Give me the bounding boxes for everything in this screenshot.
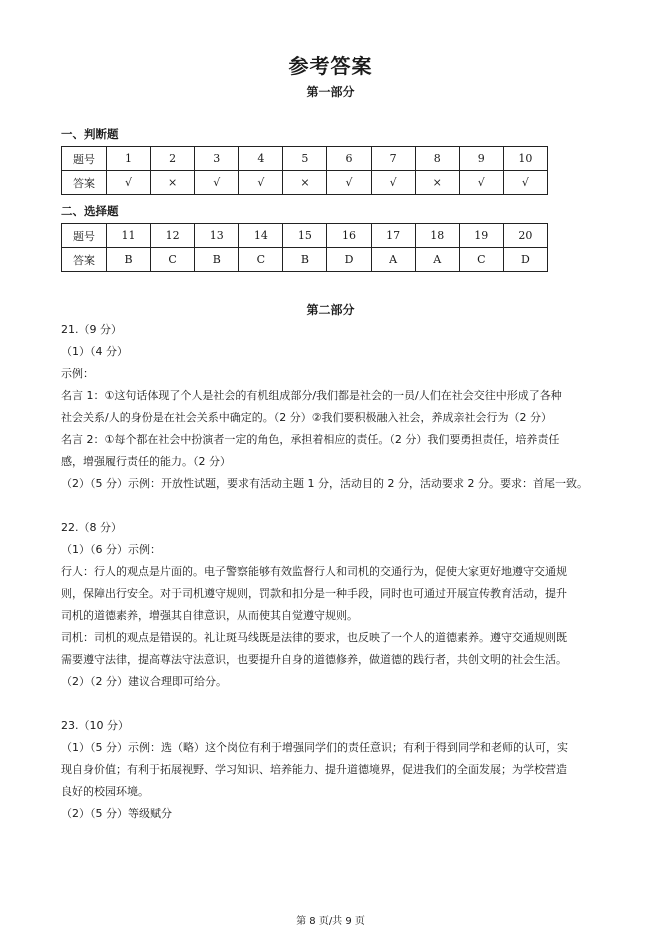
- q21-sub2: （2）（5 分）示例：开放性试题，要求有活动主题 1 分，活动目的 2 分，活动要求 2 分。要求：首尾一致。: [61, 477, 588, 490]
- table-cell: 8: [415, 147, 459, 171]
- table-cell: 12: [151, 224, 195, 248]
- table-cell: A: [371, 248, 415, 272]
- q21-example: 示例：: [61, 367, 94, 380]
- part2-heading: 第二部分: [306, 303, 355, 317]
- table-cell: A: [415, 248, 459, 272]
- table-row: [62, 147, 548, 171]
- table-cell: B: [283, 248, 327, 272]
- table-cell: ×: [415, 171, 459, 195]
- q22-pedestrian-line: 则，保障出行安全。对于司机遵守规则，罚款和扣分是一种手段，同时也可通过开展宣传教育活动，提升: [61, 587, 567, 600]
- table-cell: √: [371, 171, 415, 195]
- q21-quote2-line: 感，增强履行责任的能力。（2 分）: [61, 455, 231, 468]
- table-cell: 18: [415, 224, 459, 248]
- table-cell: C: [239, 248, 283, 272]
- table-cell: 10: [503, 147, 547, 171]
- section2-label: 二、选择题: [61, 204, 119, 218]
- q23-sub1-line: （1）（5 分）示例：选（略）这个岗位有利于增强同学们的责任意识；有利于得到同学和老师的认可，实: [61, 741, 568, 754]
- table-cell: √: [503, 171, 547, 195]
- q22-pedestrian-line: 行人：行人的观点是片面的。电子警察能够有效监督行人和司机的交通行为，促使大家更好地遵守交通规: [61, 565, 567, 578]
- table-cell: 9: [459, 147, 503, 171]
- table-cell: 11: [107, 224, 151, 248]
- table-cell: 7: [371, 147, 415, 171]
- q23-sub1-line: 良好的校园环境。: [61, 785, 149, 798]
- table-cell: 13: [195, 224, 239, 248]
- q23-sub1-line: 现自身价值；有利于拓展视野、学习知识、培养能力、提升道德境界，促进我们的全面发展；为学校营造: [61, 763, 567, 776]
- table-cell: √: [107, 171, 151, 195]
- table-cell: ×: [283, 171, 327, 195]
- table-cell: 3: [195, 147, 239, 171]
- table-cell: 1: [107, 147, 151, 171]
- q21-sub1: （1）（4 分）: [61, 345, 128, 358]
- table-cell: 14: [239, 224, 283, 248]
- q22-driver-line: 需要遵守法律，提高尊法守法意识，也要提升自身的道德修养，做道德的践行者，共创文明的社会生活。: [61, 653, 567, 666]
- table-cell: √: [459, 171, 503, 195]
- table-cell: √: [239, 171, 283, 195]
- table-cell: B: [195, 248, 239, 272]
- page-footer: 第 8 页/共 9 页: [296, 916, 365, 927]
- table-row: [62, 224, 548, 248]
- q21-quote1-line: 名言 1：①这句话体现了个人是社会的有机组成部分/我们都是社会的一员/人们在社会交往中形成了各种: [61, 389, 562, 402]
- q23-sub2: （2）（5 分）等级赋分: [61, 807, 172, 820]
- table-row: [62, 248, 548, 272]
- table-cell: 17: [371, 224, 415, 248]
- row-label: 答案: [62, 248, 107, 272]
- q22-heading: 22.（8 分）: [61, 521, 122, 534]
- table-cell: 4: [239, 147, 283, 171]
- table-cell: C: [459, 248, 503, 272]
- table-cell: 16: [327, 224, 371, 248]
- table-cell: 6: [327, 147, 371, 171]
- q22-sub2: （2）（2 分）建议合理即可给分。: [61, 675, 227, 688]
- table-cell: 2: [151, 147, 195, 171]
- q22-driver-line: 司机：司机的观点是错误的。礼让斑马线既是法律的要求，也反映了一个人的道德素养。遵守交通规则既: [61, 631, 567, 644]
- table-cell: ×: [151, 171, 195, 195]
- row-label: 题号: [62, 147, 107, 171]
- q22-sub1: （1）（6 分）示例：: [61, 543, 161, 556]
- table-cell: √: [327, 171, 371, 195]
- q23-heading: 23.（10 分）: [61, 719, 129, 732]
- part1-heading: 第一部分: [306, 85, 355, 99]
- table-cell: 20: [503, 224, 547, 248]
- table-cell: B: [107, 248, 151, 272]
- q22-pedestrian-line: 司机的道德素养，增强其自律意识，从而使其自觉遵守规则。: [61, 609, 358, 622]
- table-cell: D: [327, 248, 371, 272]
- table-cell: 5: [283, 147, 327, 171]
- choice-table: [61, 223, 548, 272]
- judgment-table: [61, 146, 548, 195]
- q21-heading: 21.（9 分）: [61, 323, 122, 336]
- part2-body: [61, 319, 601, 825]
- q21-quote2-line: 名言 2：①每个都在社会中扮演者一定的角色，承担着相应的责任。（2 分）我们要勇担责任，培养责任: [61, 433, 560, 446]
- row-label: 题号: [62, 224, 107, 248]
- table-cell: 19: [459, 224, 503, 248]
- table-cell: D: [503, 248, 547, 272]
- table-cell: 15: [283, 224, 327, 248]
- q21-quote1-line: 社会关系/人的身份是在社会关系中确定的。（2 分）②我们要积极融入社会，养成亲社会行为（2 分）: [61, 411, 553, 424]
- page-title: 参考答案: [288, 54, 373, 78]
- section1-label: 一、判断题: [61, 127, 119, 141]
- table-row: [62, 171, 548, 195]
- table-cell: C: [151, 248, 195, 272]
- row-label: 答案: [62, 171, 107, 195]
- table-cell: √: [195, 171, 239, 195]
